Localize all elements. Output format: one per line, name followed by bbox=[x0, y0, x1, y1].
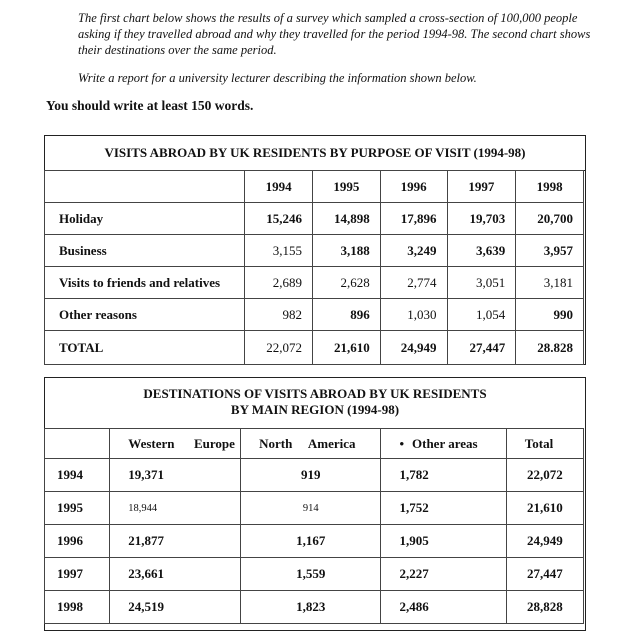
table-row bbox=[45, 591, 584, 624]
value-cell: 3,639 bbox=[447, 235, 516, 267]
prompt-instruction: Write a report for a university lecturer describing the information shown below. bbox=[78, 71, 477, 85]
year-header: 1997 bbox=[447, 171, 516, 203]
value-cell: 1,030 bbox=[380, 299, 447, 331]
year-header: 1994 bbox=[245, 171, 313, 203]
value-cell: 21,610 bbox=[313, 331, 381, 365]
destinations-table bbox=[44, 377, 586, 631]
other-areas-cell: 2,227 bbox=[381, 558, 506, 591]
western-europe-cell: 21,877 bbox=[110, 525, 241, 558]
value-cell: 14,898 bbox=[313, 203, 381, 235]
value-cell: 28.828 bbox=[516, 331, 584, 365]
western-europe-header: Western Europe bbox=[110, 429, 241, 459]
year-cell: 1997 bbox=[45, 558, 110, 591]
table-row bbox=[45, 492, 584, 525]
row-label: Other reasons bbox=[45, 299, 245, 331]
task-prompt bbox=[78, 10, 598, 86]
value-cell: 15,246 bbox=[245, 203, 313, 235]
other-areas-cell: 1,782 bbox=[381, 459, 506, 492]
row-label: Visits to friends and relatives bbox=[45, 267, 245, 299]
value-cell: 17,896 bbox=[380, 203, 447, 235]
destinations-table-grid bbox=[44, 428, 584, 624]
value-cell: 24,949 bbox=[380, 331, 447, 365]
table-row bbox=[45, 267, 584, 299]
value-cell: 22,072 bbox=[245, 331, 313, 365]
value-cell: 3,051 bbox=[447, 267, 516, 299]
north-america-cell: 914 bbox=[241, 492, 381, 525]
purpose-of-visit-table bbox=[44, 135, 586, 365]
other-areas-cell: 1,905 bbox=[381, 525, 506, 558]
title-line: DESTINATIONS OF VISITS ABROAD BY UK RESIDENTS bbox=[143, 386, 487, 401]
year-header: 1996 bbox=[380, 171, 447, 203]
year-header: 1998 bbox=[516, 171, 584, 203]
year-cell: 1995 bbox=[45, 492, 110, 525]
total-cell: 22,072 bbox=[506, 459, 583, 492]
western-europe-cell: 24,519 bbox=[110, 591, 241, 624]
value-cell: 3,188 bbox=[313, 235, 381, 267]
purpose-header-row bbox=[45, 171, 584, 203]
value-cell: 2,628 bbox=[313, 267, 381, 299]
north-america-cell: 1,559 bbox=[241, 558, 381, 591]
table-row bbox=[45, 203, 584, 235]
year-cell: 1994 bbox=[45, 459, 110, 492]
north-america-cell: 1,167 bbox=[241, 525, 381, 558]
western-europe-cell: 23,661 bbox=[110, 558, 241, 591]
value-cell: 990 bbox=[516, 299, 584, 331]
north-america-cell: 919 bbox=[241, 459, 381, 492]
other-areas-header bbox=[381, 429, 506, 459]
total-cell: 28,828 bbox=[506, 591, 583, 624]
value-cell: 3,155 bbox=[245, 235, 313, 267]
header-blank-cell bbox=[45, 171, 245, 203]
other-areas-cell: 1,752 bbox=[381, 492, 506, 525]
value-cell: 982 bbox=[245, 299, 313, 331]
total-cell: 21,610 bbox=[506, 492, 583, 525]
prompt-description: The first chart below shows the results of a survey which sampled a cross-section of 100,000 people asking if they travelled abroad and why they travelled for the period 1994-98. The second chart shows their destinations over the same period. bbox=[78, 11, 591, 57]
value-cell: 2,774 bbox=[380, 267, 447, 299]
table-row bbox=[45, 235, 584, 267]
value-cell: 2,689 bbox=[245, 267, 313, 299]
header-blank-cell bbox=[45, 429, 110, 459]
title-line: BY MAIN REGION (1994-98) bbox=[230, 402, 400, 417]
value-cell: 896 bbox=[313, 299, 381, 331]
total-header: Total bbox=[506, 429, 583, 459]
year-cell: 1996 bbox=[45, 525, 110, 558]
table-row bbox=[45, 299, 584, 331]
row-label: Business bbox=[45, 235, 245, 267]
value-cell: 3,957 bbox=[516, 235, 584, 267]
table-row bbox=[45, 459, 584, 492]
row-label: Holiday bbox=[45, 203, 245, 235]
value-cell: 3,249 bbox=[380, 235, 447, 267]
value-cell: 1,054 bbox=[447, 299, 516, 331]
value-cell: 19,703 bbox=[447, 203, 516, 235]
destinations-table-title bbox=[45, 386, 585, 418]
table-row bbox=[45, 558, 584, 591]
western-europe-cell: 19,371 bbox=[110, 459, 241, 492]
row-label: TOTAL bbox=[45, 331, 245, 365]
western-europe-cell: 18,944 bbox=[110, 492, 241, 525]
purpose-table-title: VISITS ABROAD BY UK RESIDENTS BY PURPOSE OF VISIT (1994-98) bbox=[45, 136, 585, 171]
north-america-cell: 1,823 bbox=[241, 591, 381, 624]
total-row bbox=[45, 331, 584, 365]
purpose-table-grid bbox=[44, 170, 584, 365]
total-cell: 27,447 bbox=[506, 558, 583, 591]
table-row bbox=[45, 525, 584, 558]
value-cell: 27,447 bbox=[447, 331, 516, 365]
total-cell: 24,949 bbox=[506, 525, 583, 558]
bullet-icon: • bbox=[399, 435, 404, 451]
word-count-instruction: You should write at least 150 words. bbox=[46, 98, 254, 113]
destinations-header-row bbox=[45, 429, 584, 459]
value-cell: 20,700 bbox=[516, 203, 584, 235]
year-header: 1995 bbox=[313, 171, 381, 203]
year-cell: 1998 bbox=[45, 591, 110, 624]
north-america-header: North America bbox=[241, 429, 381, 459]
value-cell: 3,181 bbox=[516, 267, 584, 299]
other-areas-label: Other areas bbox=[412, 435, 478, 451]
other-areas-cell: 2,486 bbox=[381, 591, 506, 624]
